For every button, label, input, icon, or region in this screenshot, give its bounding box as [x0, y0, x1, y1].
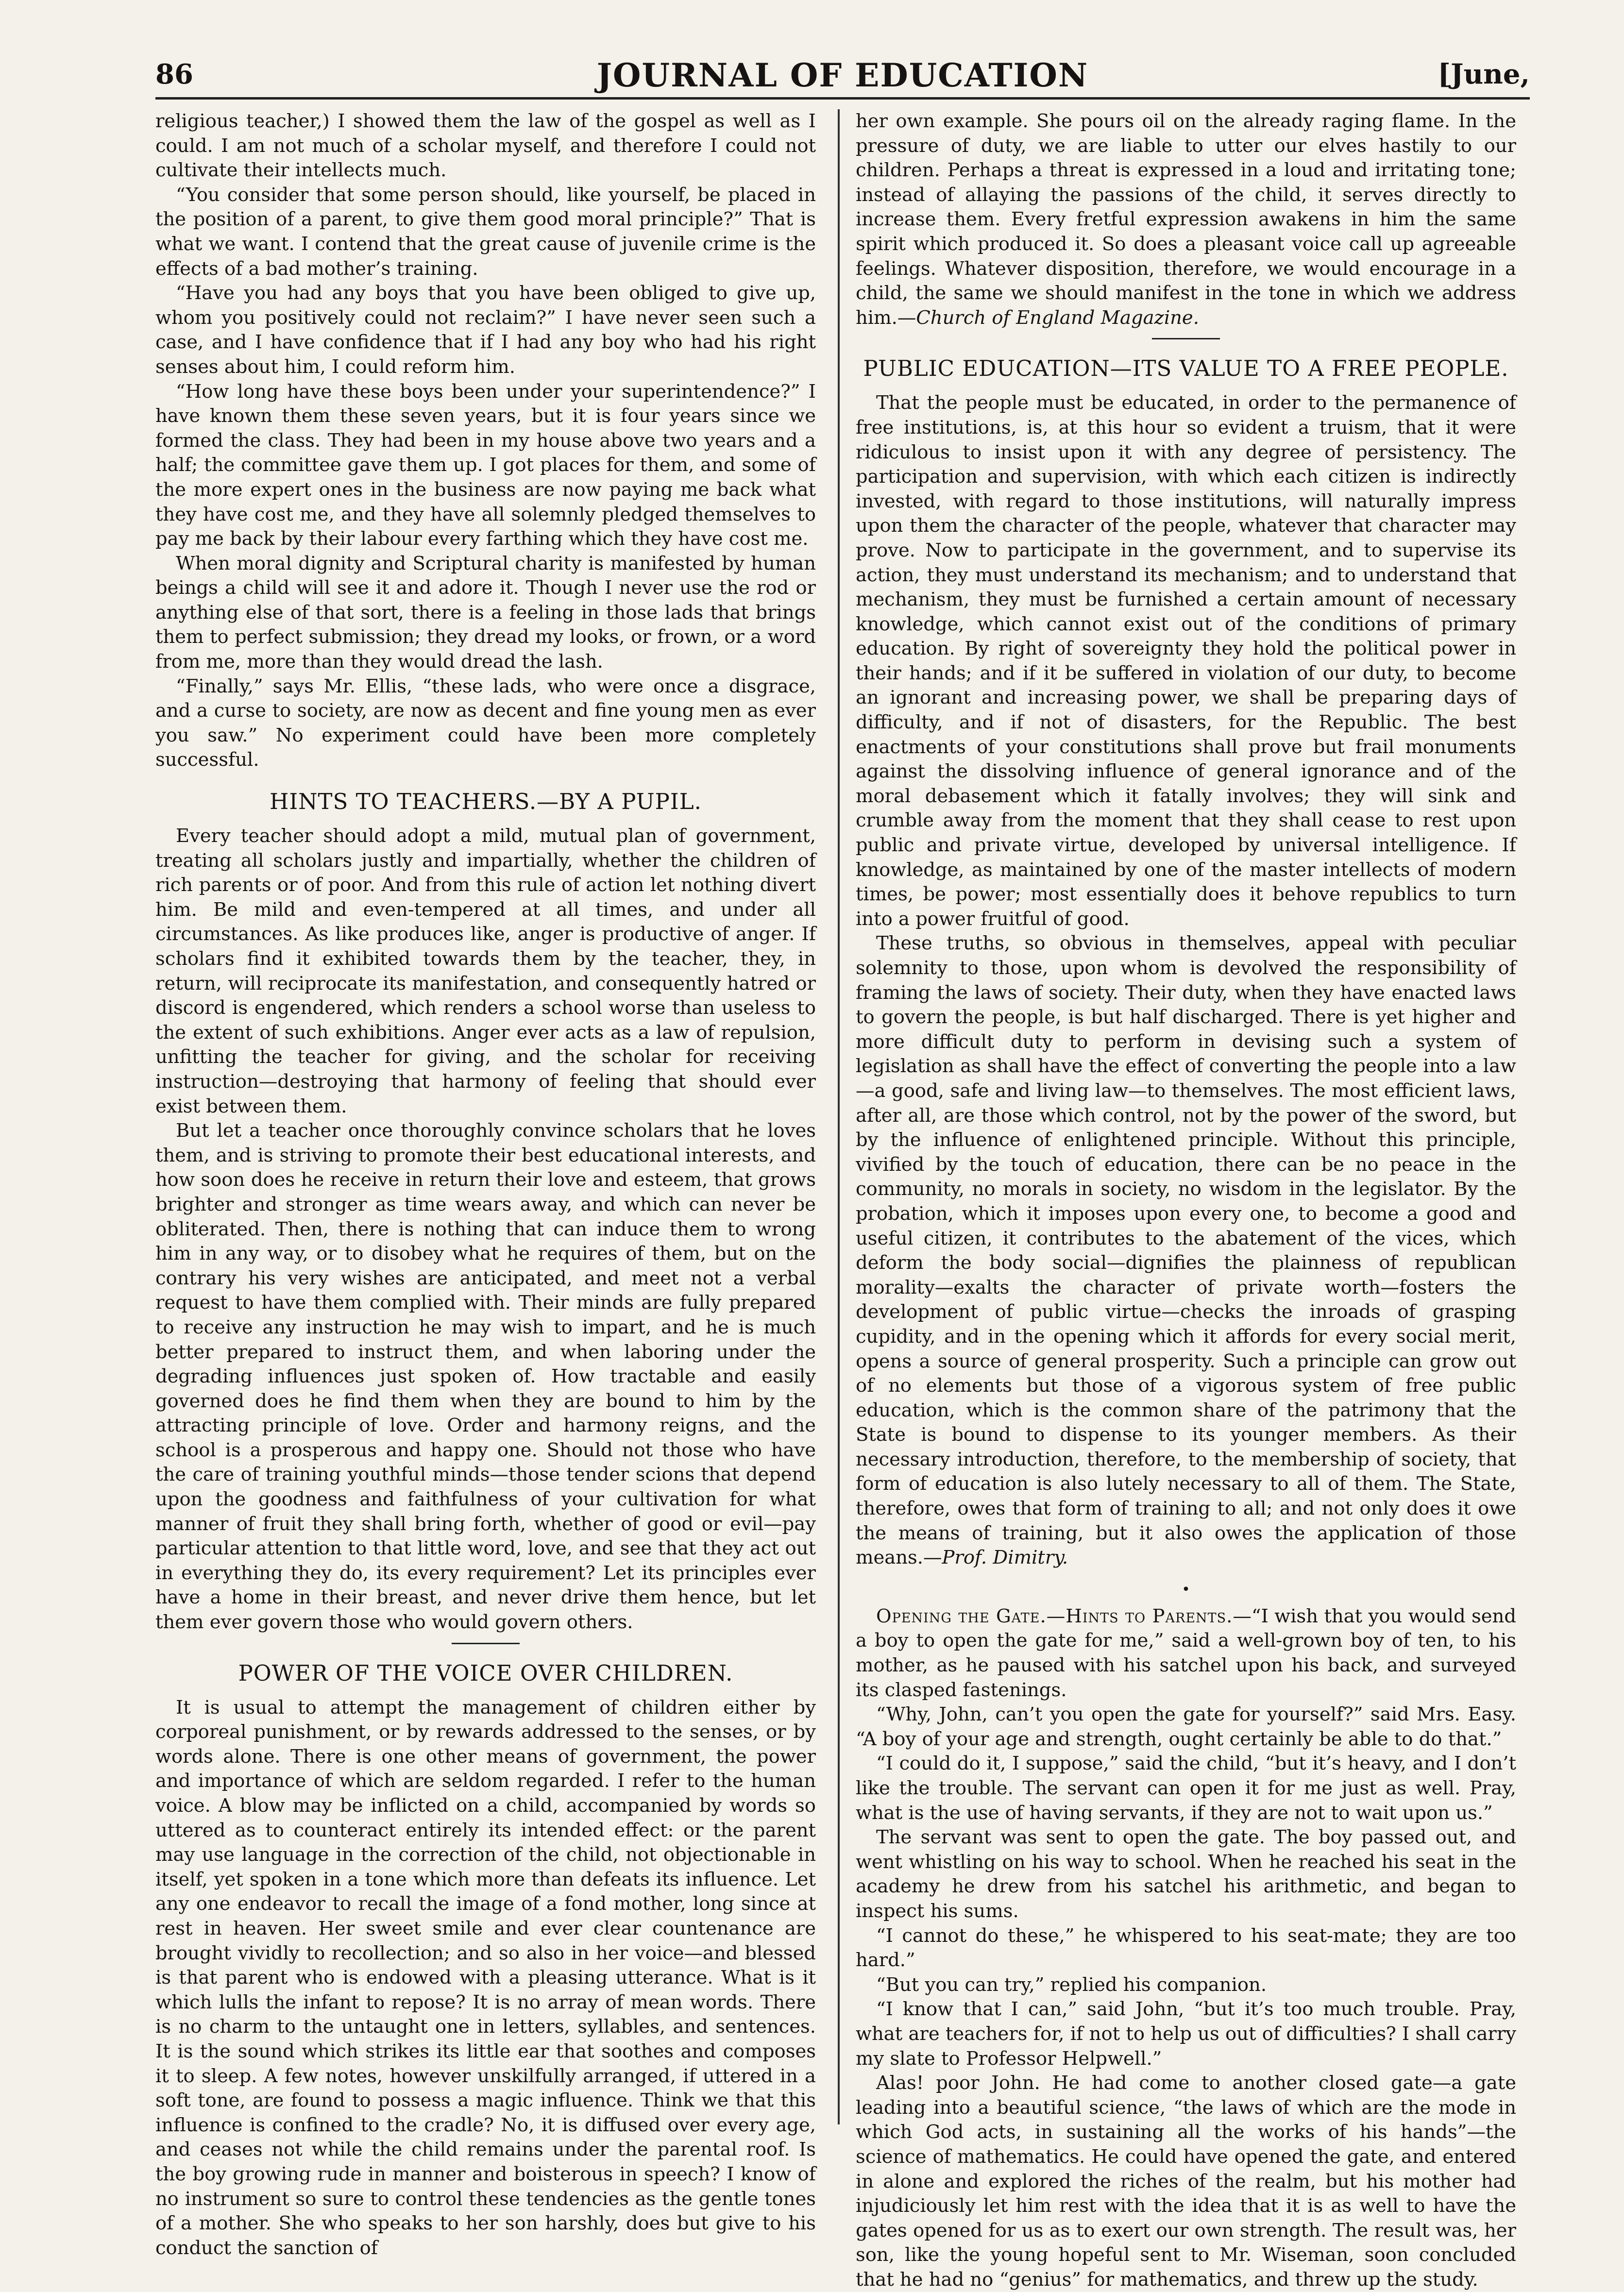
article-paragraph: religious teacher,) I showed them the law of the gospel as well as I could. I am not much of a scholar myself, and therefore I could not cultivate their intellects much.	[155, 110, 816, 182]
left-column	[155, 109, 816, 2259]
continued-text: her own example. She pours oil on the already raging flame. In the pressure of duty, we are liable to utter our elves hastily to our children. Perhaps a threat is expressed in a loud and irritating tone; instead of allaying the passions of the child, it serves directly to increase them. Every fretful expression awakens in him the same spirit which produced it. So does a pleasant voice call up agreeable feelings. Whatever disposition, therefore, we would encourage in a child, the same we should manifest in the tone in which we address him.—	[856, 110, 1516, 329]
article-paragraph: “Finally,” says Mr. Ellis, “these lads, who were once a disgrace, and a curse to society, are now as decent and fine young men as ever you saw.” No experiment could have been more completely successful.	[155, 675, 816, 771]
runin-heading: Opening the Gate.—Hints to Parents.	[876, 1605, 1233, 1627]
source-credit: Church of England Magazine.	[916, 306, 1199, 329]
article-paragraph: The servant was sent to open the gate. The boy passed out, and went whistling on his way to school. When he reached his seat in the academy he drew from his satchel his arithmetic, and began to inspect his sums.	[856, 1826, 1516, 1922]
author-credit: Prof. Dimitry.	[942, 1547, 1068, 1569]
article-paragraph: “You consider that some person should, like yourself, be placed in the position of a parent, to give them good moral principle?” That is what we want. I contend that the great cause of juvenile crime is the effects of a bad mother’s training.	[155, 184, 816, 280]
section-divider	[452, 1643, 520, 1644]
article-paragraph: “I cannot do these,” he whispered to his seat-mate; they are too hard.”	[856, 1924, 1516, 1972]
article-paragraph: It is usual to attempt the management of children either by corporeal punishment, or by rewards addressed to the senses, or by words alone. There is one other means of government, the power and importance of which are seldom regarded. I refer to the human voice. A blow may be inflicted on a child, accompanied by words so uttered as to counteract entirely its intended effect: or the parent may use language in the correction of the child, not objectionable in itself, yet spoken in a tone which more than defeats its influence. Let any one endeavor to recall the image of a fond mother, long since at rest in heaven. Her sweet smile and ever clear countenance are brought vividly to recollection; and so also in her voice—and blessed is that parent who is endowed with a pleasing utterance. What is it which lulls the infant to repose? It is no array of mean words. There is no charm to the untaught one in letters, syllables, and sentences. It is the sound which strikes its little ear that soothes and composes it to sleep. A few notes, however unskilfully arranged, if uttered in a soft tone, are found to possess a magic influence. Think we that this influence is confined to the cradle? No, it is diffused over every age, and ceases not while the child remains under the parental roof. Is the boy growing rude in manner and boisterous in speech? I know of no instrument so sure to control these tendencies as the gentle tones of a mother. She who speaks to her son harshly, does but give to his conduct the sanction of	[155, 1696, 816, 2259]
right-column	[856, 109, 1516, 2291]
article-paragraph: “How long have these boys been under your superintendence?” I have known them these seven years, but it is four years since we formed the class. They had been in my house above two years and a half; the committee gave them up. I got places for them, and some of the more expert ones in the business are now paying me back what they have cost me, and they have all solemnly pledged themselves to pay me back by their labour every farthing which they have cost me.	[155, 380, 816, 550]
journal-title: JOURNAL OF EDUCATION	[596, 56, 1089, 94]
article-paragraph: “I could do it, I suppose,” said the child, “but it’s heavy, and I don’t like the trouble. The servant can open it for me just as well. Pray, what is the use of having servants, if they are not to wait upon us.”	[856, 1753, 1516, 1824]
article-paragraph: Alas! poor John. He had come to another closed gate—a gate leading into a beautiful science, “the laws of which are the mode in which God acts, in sustaining all the works of his hands”—the science of mathematics. He could have opened the gate, and entered in alone and explored the riches of the realm, but his mother had injudiciously let him rest with the idea that it is as well to have the gates opened for us as to exert our own strength. The result was, her son, like the young hopeful sent to Mr. Wiseman, soon concluded that he had no “genius” for mathematics, and threw up the study.	[856, 2072, 1516, 2291]
article-paragraph: “I know that I can,” said John, “but it’s too much trouble. Pray, what are teachers for, if not to help us out of difficulties? I shall carry my slate to Professor Helpwell.”	[856, 1998, 1516, 2070]
article-paragraph: Every teacher should adopt a mild, mutual plan of government, treating all scholars justly and impartially, whether the children of rich parents or of poor. And from this rule of action let nothing divert him. Be mild and even-tempered at all times, and under all circumstances. As like produces like, anger is productive of anger. If scholars find it exhibited towards them by the teacher, they, in return, will reciprocate its manifestation, and consequently hatred or discord is engendered, which renders a school worse than useless to the extent of such exhibitions. Anger ever acts as a law of repulsion, unfitting the teacher for giving, and the scholar for receiving instruction—destroying that harmony of feeling that should ever exist between them.	[155, 825, 816, 1117]
article-paragraph	[856, 109, 1516, 330]
article-paragraph: When moral dignity and Scriptural charity is manifested by human beings a child will see it and adore it. Though I never use the rod or anything else of that sort, there is a feeling in those lads that brings them to perfect submission; they dread my looks, or frown, or a word from me, more than they would dread the lash.	[155, 552, 816, 673]
article-paragraph: “Why, John, can’t you open the gate for yourself?” said Mrs. Easy. “A boy of your age and strength, ought certainly be able to do that.”	[856, 1703, 1516, 1750]
section-divider	[1152, 338, 1220, 339]
article-paragraph: “But you can try,” replied his companion.	[876, 1973, 1267, 1996]
paragraph-text: These truths, so obvious in themselves, appeal with peculiar solemnity to those, upon whom is devolved the responsibility of framing the laws of society. Their duty, when they have enacted laws to govern the people, is but half discharged. There is yet higher and more difficult duty to perform in devising such a system of legislation as shall have the effect of converting the people into a law—a good, safe and living law—to themselves. The most efficient laws, after all, are those which control, not by the power of the sword, but by the influence of enlightened principle. Without this principle, vivified by the touch of education, there can be no peace in the community, no morals in society, no wisdom in the legislator. By the probation, which it imposes upon every one, to become a good and useful citizen, it contributes to the abatement of the vices, which deform the body social—dignifies the plainness of republican morality—exalts the character of private worth—fosters the development of public virtue—checks the inroads of grasping cupidity, and in the opening which it affords for every social merit, opens a source of general prosperity. Such a principle can grow out of no elements but those of a vigorous system of free public education, which is the common share of the patrimony that the State is bound to dispense to its younger members. As their necessary introduction, therefore, to the membership of society, that form of education is also lutely necessary to all of them. The State, therefore, owes that form of training to all; and not only does it owe the means of training, but it also owes the application of those means.—	[856, 932, 1516, 1569]
article-paragraph	[856, 1604, 1516, 1702]
education-heading: PUBLIC EDUCATION—ITS VALUE TO A FREE PEOPLE.	[863, 355, 1509, 382]
page-header	[155, 53, 1530, 100]
issue-month: [June,	[1438, 58, 1530, 90]
hints-heading: HINTS TO TEACHERS.—BY A PUPIL.	[270, 789, 702, 815]
column-rule	[838, 109, 840, 2124]
page-number: 86	[155, 58, 193, 90]
separator-dot: •	[1182, 1581, 1190, 1598]
article-paragraph	[856, 931, 1516, 1570]
paragraph-text: —“I wish that you would send a boy to open the gate for me,” said a well-grown boy of ten, to his mother, as he paused with his satchel upon his back, and surveyed its clasped fastenings.	[856, 1605, 1516, 1701]
voice-heading: POWER OF THE VOICE OVER CHILDREN.	[238, 1660, 733, 1686]
article-paragraph: That the people must be educated, in order to the permanence of free institutions, is, at this hour so evident a truism, that it were ridiculous to insist upon it with any degree of persistency. The participation and supervision, with which each citizen is indirectly invested, with regard to those institutions, will naturally impress upon them the character of the people, whatever that character may prove. Now to participate in the government, and to supervise its action, they must understand its mechanism; and to understand that mechanism, they must be furnished a certain amount of necessary knowledge, which cannot exist out of the conditions of primary education. By right of sovereignty they hold the political power in their hands; and if it be suffered in violation of our duty, to become an ignorant and increasing power, we shall be preparing days of difficulty, and if not of disasters, for the Republic. The best enactments of your constitutions shall prove but frail monuments against the dissolving influence of general ignorance and of the moral debasement which it fatally involves; they will sink and crumble away from the moment that they shall cease to rest upon public and private virtue, developed by universal intelligence. If knowledge, as maintained by one of the master intellects of modern times, be power; most essentially does it behove republics to turn into a power fruitful of good.	[856, 392, 1516, 930]
article-paragraph: But let a teacher once thoroughly convince scholars that he loves them, and is striving to promote their best educational interests, and how soon does he receive in return their love and esteem, that grows brighter and stronger as time wears away, and which can never be obliterated. Then, there is nothing that can induce them to wrong him in any way, or to disobey what he requires of them, but on the contrary his very wishes are anticipated, and meet not a verbal request to have them complied with. Their minds are fully prepared to receive any instruction he may wish to impart, and he is much better prepared to instruct them, and when laboring under the degrading influences just spoken of. How tractable and easily governed does he find them when they are bound to him by the attracting principle of love. Order and harmony reigns, and the school is a prosperous and happy one. Should not those who have the care of training youthful minds—those tender scions that depend upon the goodness and faithfulness of your cultivation for what manner of fruit they shall bring forth, whether of good or evil—pay particular attention to that little word, love, and see that they act out in everything they do, its every requirement? Let its principles ever have a home in their breast, and never drive them hence, but let them ever govern those who would govern others.	[155, 1120, 816, 1634]
article-paragraph: “Have you had any boys that you have been obliged to give up, whom you positively could not reclaim?” I have never seen such a case, and I have confidence that if I had any boy who had his right senses about him, I could reform him.	[155, 282, 816, 378]
